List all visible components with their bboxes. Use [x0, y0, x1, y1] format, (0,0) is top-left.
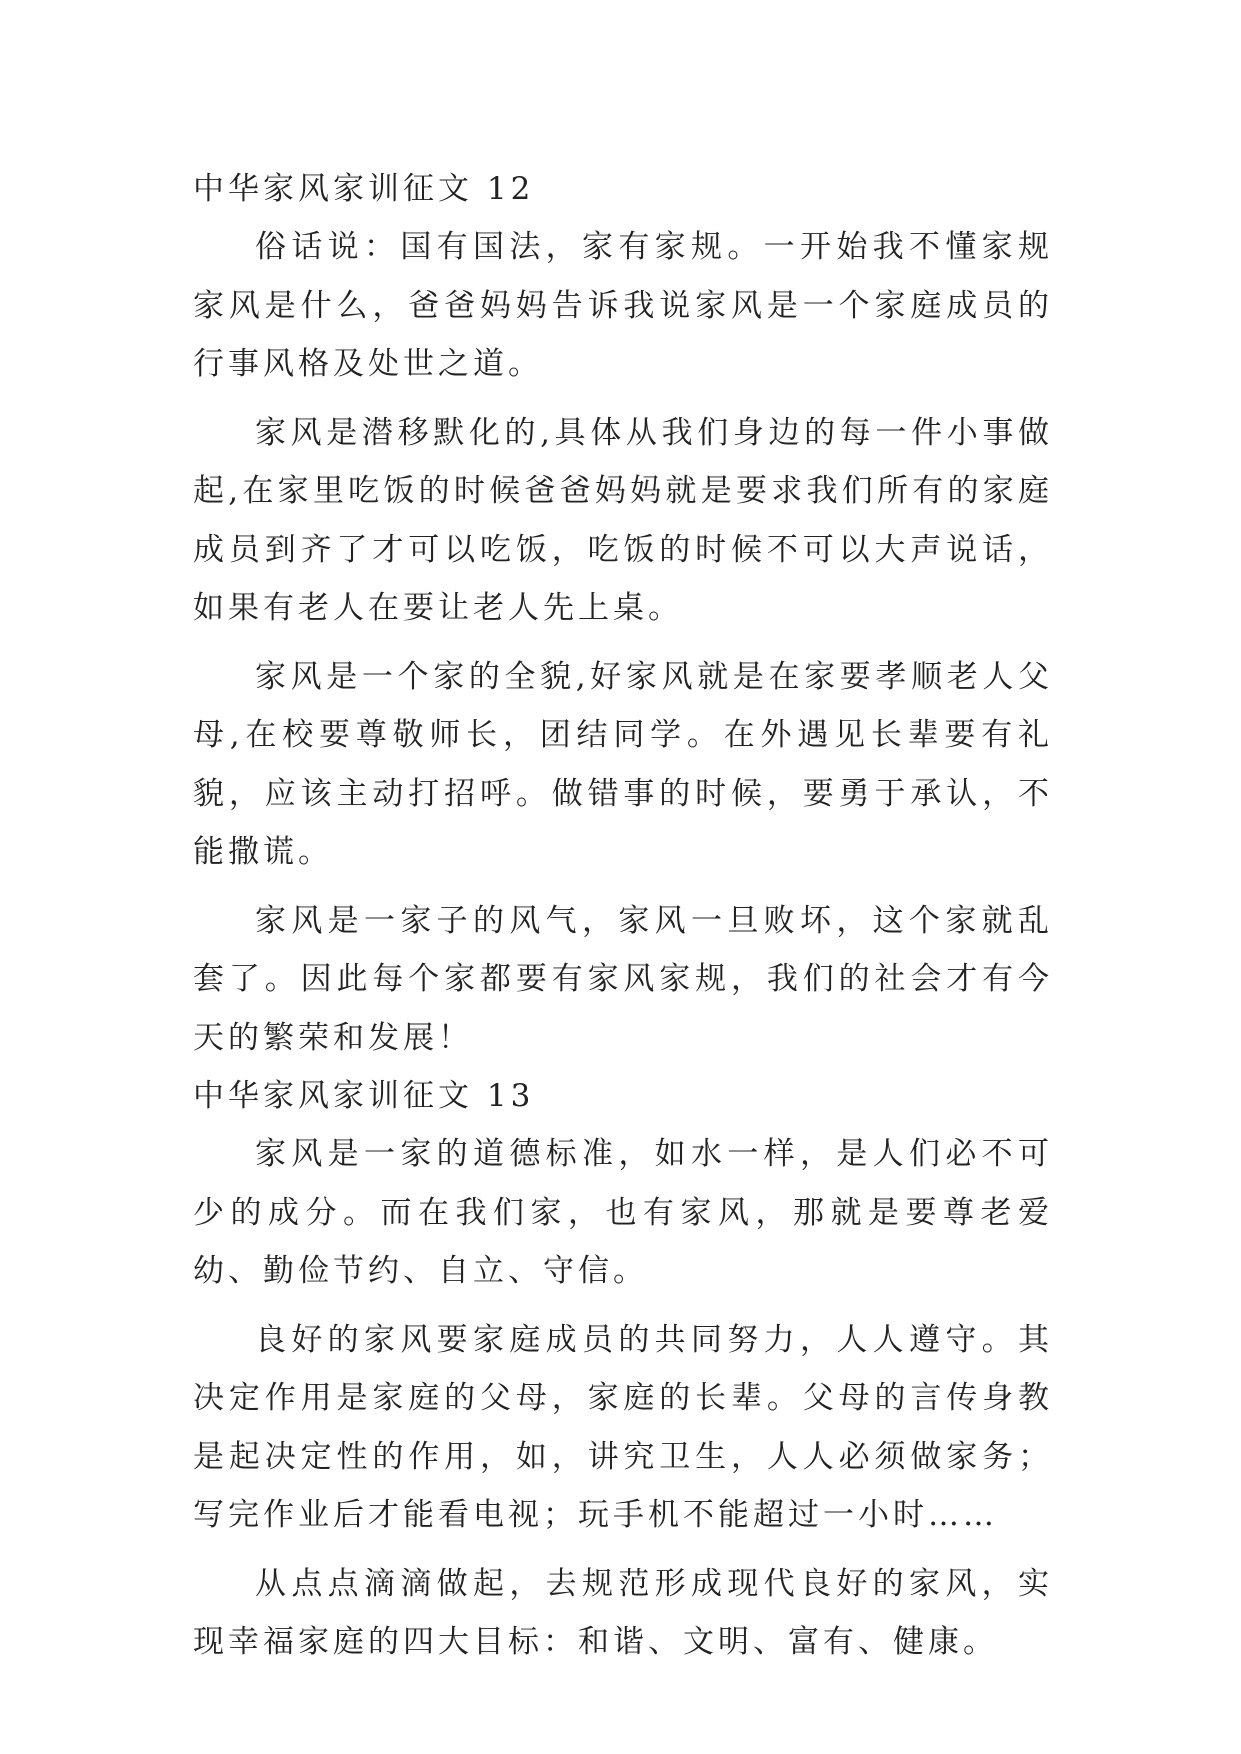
paragraph: 家风是一个家的全貌,好家风就是在家要孝顺老人父母,在校要尊敬师长，团结同学。在外遇见长辈要有礼貌，应该主动打招呼。做错事的时候，要勇于承认，不能撒谎。 — [193, 658, 1053, 870]
paragraph: 良好的家风要家庭成员的共同努力，人人遵守。其决定作用是家庭的父母，家庭的长辈。父母的言传身教是起决定性的作用，如，讲究卫生，人人必须做家务；写完作业后才能看电视；玩手机不能超过一小时…… — [193, 1321, 1053, 1533]
section-heading: 中华家风家训征文 12 — [193, 171, 535, 207]
document-page — [193, 160, 1053, 1682]
paragraph: 从点点滴滴做起，去规范形成现代良好的家风，实现幸福家庭的四大目标：和谐、文明、富有、健康。 — [193, 1565, 1053, 1660]
essay-section-12 — [193, 160, 1053, 1067]
paragraph: 家风是一家子的风气，家风一旦败坏，这个家就乱套了。因此每个家都要有家风家规，我们的社会才有今天的繁荣和发展！ — [193, 902, 1053, 1056]
paragraph: 俗话说：国有国法，家有家规。一开始我不懂家规家风是什么，爸爸妈妈告诉我说家风是一个家庭成员的行事风格及处世之道。 — [193, 229, 1053, 382]
essay-section-13 — [193, 1067, 1053, 1672]
section-heading: 中华家风家训征文 13 — [193, 1078, 535, 1114]
paragraph: 家风是一家的道德标准，如水一样，是人们必不可少的成分。而在我们家，也有家风，那就是要尊老爱幼、勤俭节约、自立、守信。 — [193, 1136, 1053, 1289]
paragraph: 家风是潜移默化的,具体从我们身边的每一件小事做起,在家里吃饭的时候爸爸妈妈就是要求我们所有的家庭成员到齐了才可以吃饭，吃饭的时候不可以大声说话，如果有老人在要让老人先上桌。 — [193, 414, 1053, 626]
